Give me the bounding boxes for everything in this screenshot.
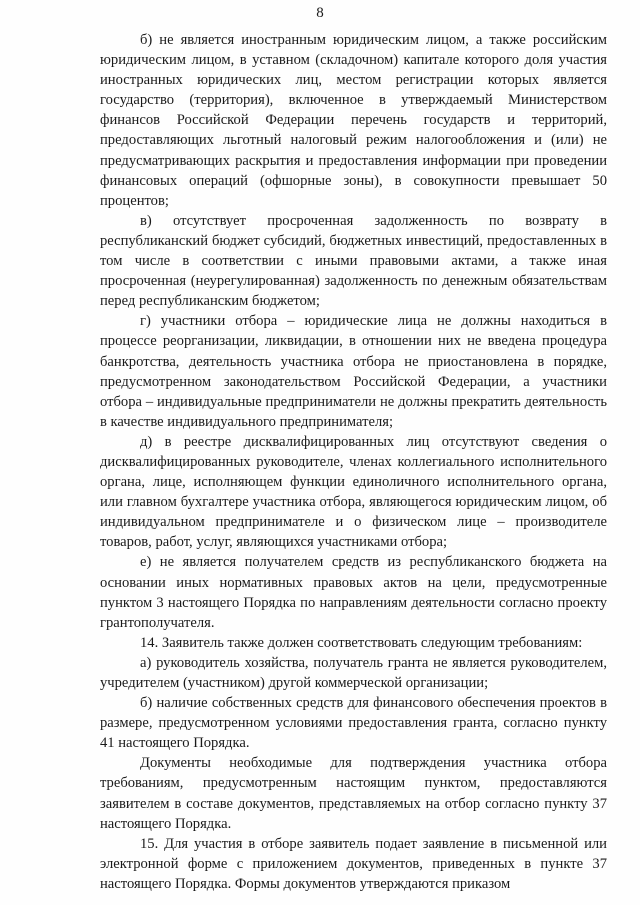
document-body	[100, 30, 607, 894]
paragraph-d-disqualified-registry: д) в реестре дисквалифицированных лиц отсутствуют сведения о дисквалифицированных руководителе, членах коллегиального исполнительного органа, лице, исполняющем функции единоличного исполнительного органа, или главном бухгалтере участника отбора, являющегося юридическим лицом, об индивидуальном предпринимателе и о физическом лице – производителе товаров, работ, услуг, являющихся участниками отбора;	[100, 433, 607, 551]
paragraph-e-not-recipient: е) не является получателем средств из республиканского бюджета на основании иных нормативных правовых актов на цели, предусмотренные пунктом 3 настоящего Порядка по направлениям деятельности согласно проекту грантополучателя.	[100, 554, 607, 631]
paragraph-14-requirements: 14. Заявитель также должен соответствовать следующим требованиям:	[140, 634, 583, 651]
paragraph-14b-own-funds: б) наличие собственных средств для финансового обеспечения проектов в размере, предусмотренном условиями предоставления гранта, согласно пункту 41 настоящего Порядка.	[100, 695, 607, 752]
paragraph-15-application: 15. Для участия в отборе заявитель подает заявление в письменной или электронной форме с приложением документов, приведенных в пункте 37 настоящего Порядка. Формы документов утверждаются приказом	[100, 835, 607, 892]
paragraph-supporting-documents: Документы необходимые для подтверждения участника отбора требованиям, предусмотренным настоящим пунктом, предоставляются заявителем в составе документов, представляемых на отбор согласно пункту 37 настоящего Порядка.	[100, 755, 607, 832]
paragraph-v-no-debt: в) отсутствует просроченная задолженность по возврату в республиканский бюджет субсидий, бюджетных инвестиций, предоставленных в том числе в соответствии с иными правовыми актами, а также иная просроченная (неурегулированная) задолженность по денежным обязательствам перед республиканским бюджетом;	[100, 212, 607, 310]
paragraph-14a-head-of-farm: а) руководитель хозяйства, получатель гранта не является руководителем, учредителем (участником) другой коммерческой организации;	[100, 654, 607, 691]
paragraph-g-no-reorganization: г) участники отбора – юридические лица не должны находиться в процессе реорганизации, ликвидации, в отношении них не введена процедура банкротства, деятельность участника отбора не приостановлена в порядке, предусмотренном законодательством Российской Федерации, а участники отбора – индивидуальные предприниматели не должны прекратить деятельность в качестве индивидуального предпринимателя;	[100, 313, 607, 430]
page-number: 8	[316, 5, 324, 21]
paragraph-b-foreign-entity: б) не является иностранным юридическим лицом, а также российским юридическим лицом, в уставном (складочном) капитале которого доля участия иностранных юридических лиц, местом регистрации которых является государство (территория), включенное в утверждаемый Министерством финансов Российской Федерации перечень государств и территорий, предоставляющих льготный налоговый режим налогообложения и (или) не предусматривающих раскрытия и предоставления информации при проведении финансовых операций (офшорные зоны), в совокупности превышает 50 процентов;	[100, 32, 607, 209]
